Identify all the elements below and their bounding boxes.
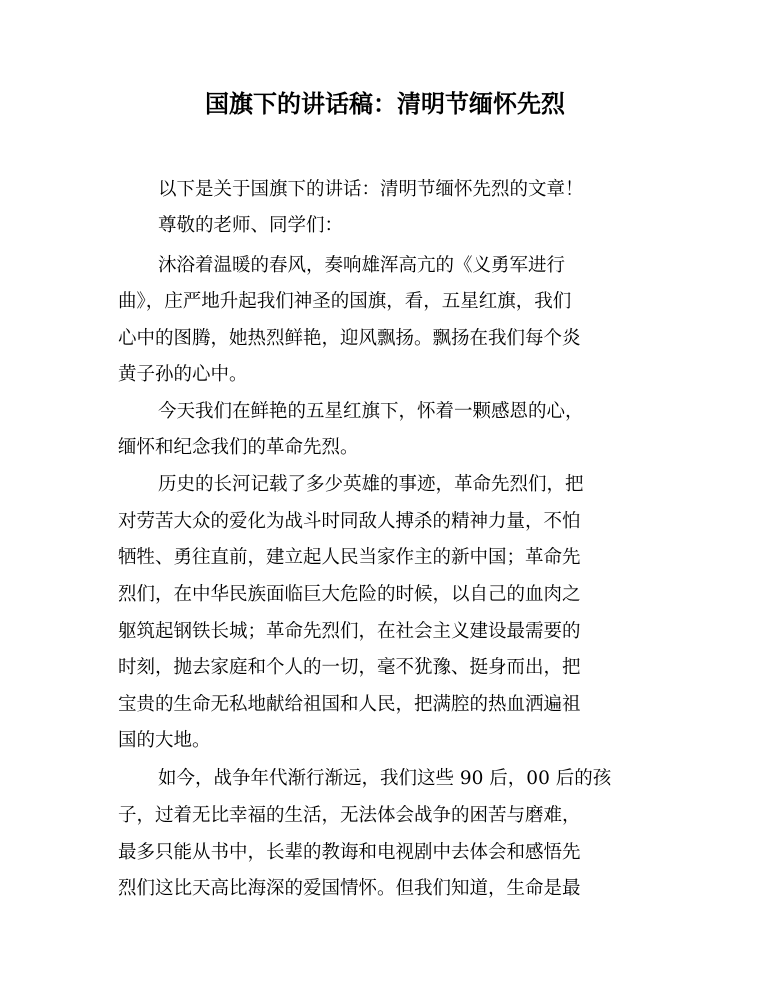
text-line: 子，过着无比幸福的生活，无法体会战争的困苦与磨难， — [118, 805, 581, 826]
text-line: 最多只能从书中，长辈的教诲和电视剧中去体会和感悟先 — [118, 842, 581, 863]
text-line: 曲》，庄严地升起我们神圣的国旗，看，五星红旗，我们 — [118, 291, 572, 312]
text-line: 烈们这比天高比海深的爱国情怀。但我们知道，生命是最 — [118, 878, 581, 899]
text-line: 以下是关于国旗下的讲话：清明节缅怀先烈的文章！ — [158, 179, 584, 200]
text-line: 黄子孙的心中。 — [118, 364, 248, 385]
text-line: 躯筑起钢铁长城；革命先烈们，在社会主义建设最需要的 — [118, 621, 581, 642]
text-line: 时刻，抛去家庭和个人的一切，毫不犹豫、挺身而出，把 — [118, 657, 581, 678]
text-line: 沐浴着温暖的春风，奏响雄浑高亢的《义勇军进行 — [158, 255, 566, 276]
text-line: 如今，战争年代渐行渐远，我们这些 90 后，00 后的孩 — [158, 768, 612, 789]
text-line: 对劳苦大众的爱化为战斗时同敌人搏杀的精神力量，不怕 — [118, 511, 581, 532]
text-line: 心中的图腾，她热烈鲜艳，迎风飘扬。飘扬在我们每个炎 — [118, 328, 581, 349]
text-line: 历史的长河记载了多少英雄的事迹，革命先烈们，把 — [158, 474, 584, 495]
text-line: 今天我们在鲜艳的五星红旗下，怀着一颗感恩的心， — [158, 401, 584, 422]
text-line: 烈们，在中华民族面临巨大危险的时候，以自己的血肉之 — [118, 584, 581, 605]
text-line: 宝贵的生命无私地献给祖国和人民，把满腔的热血洒遍祖 — [118, 694, 581, 715]
text-line: 缅怀和纪念我们的革命先烈。 — [118, 437, 359, 458]
text-line: 国的大地。 — [118, 730, 211, 751]
text-line: 牺牲、勇往直前，建立起人民当家作主的新中国；革命先 — [118, 547, 581, 568]
page-title: 国旗下的讲话稿：清明节缅怀先烈 — [205, 90, 565, 118]
text-line: 尊敬的老师、同学们： — [158, 215, 344, 236]
